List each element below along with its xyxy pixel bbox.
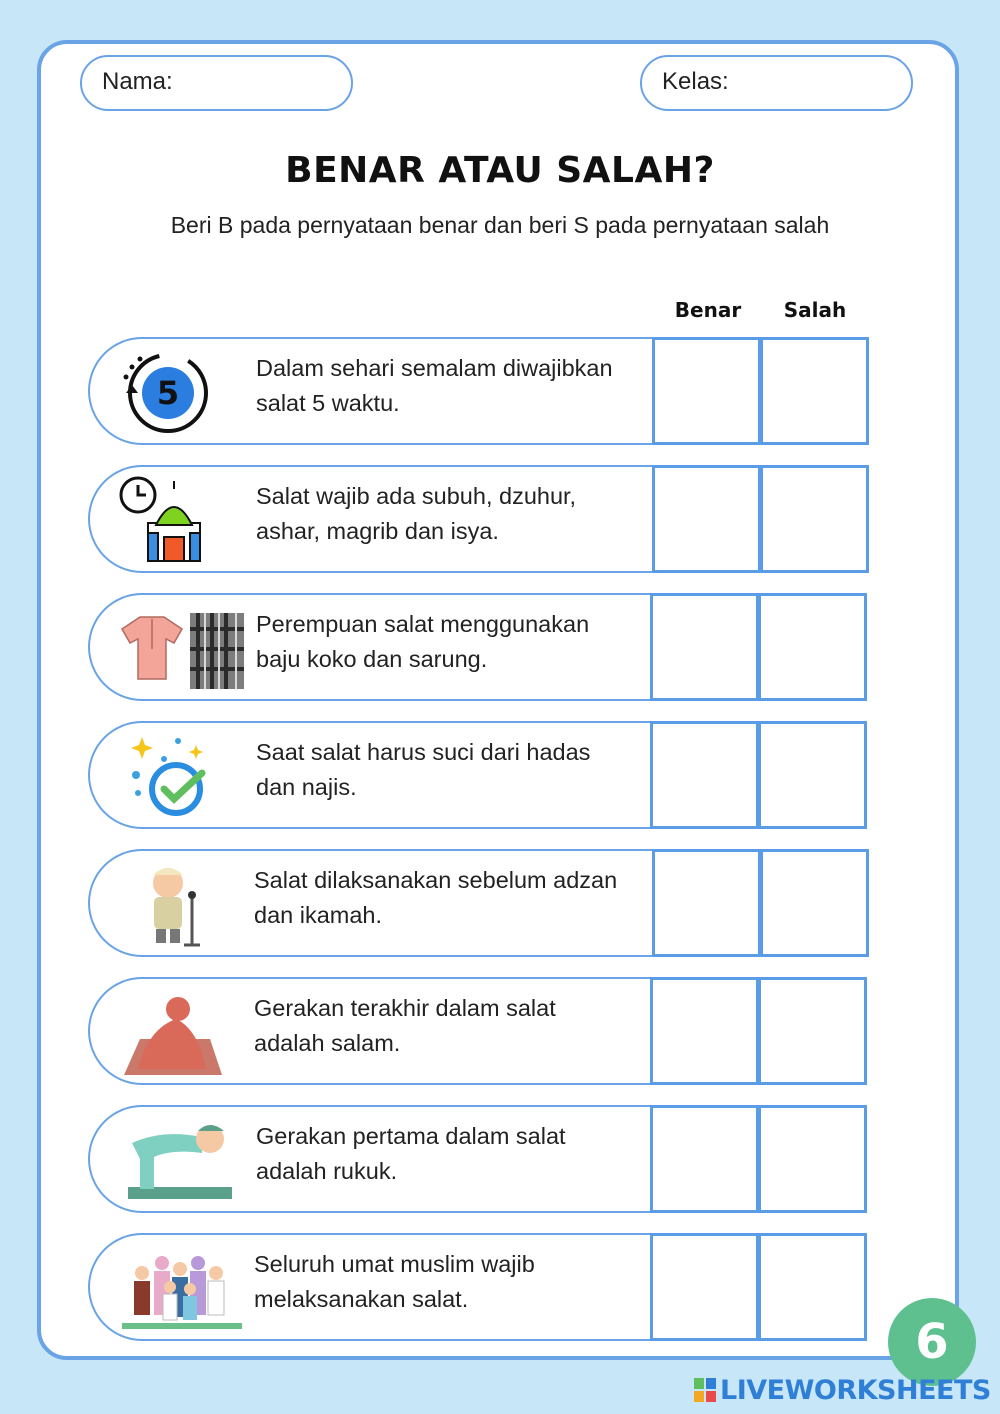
column-header-salah: Salah — [783, 298, 847, 322]
statement-line-2: adalah rukuk. — [256, 1158, 398, 1184]
adzan-boy-icon — [118, 859, 248, 947]
statement-row — [88, 1233, 652, 1341]
statement-line-2: ashar, magrib dan isya. — [256, 518, 499, 544]
statement-line-2: baju koko dan sarung. — [256, 646, 488, 672]
answer-box-benar-1[interactable] — [652, 337, 761, 445]
clean-check-icon — [118, 731, 248, 819]
instruction-text: Beri B pada pernyataan benar dan beri S pada pernyataan salah — [170, 212, 830, 238]
statement-line-2: dan ikamah. — [254, 902, 383, 928]
statement-line-1: Salat wajib ada subuh, dzuhur, — [256, 483, 577, 509]
answer-box-salah-5[interactable] — [760, 849, 869, 957]
statement-line-1: Saat salat harus suci dari hadas — [256, 739, 591, 765]
answer-box-salah-1[interactable] — [760, 337, 869, 445]
statement-text — [256, 735, 646, 805]
answer-box-salah-2[interactable] — [760, 465, 869, 573]
svg-text:5: 5 — [156, 374, 180, 412]
liveworksheets-logo-icon — [694, 1378, 716, 1402]
answer-box-benar-6[interactable] — [650, 977, 759, 1085]
statement-text — [254, 991, 644, 1061]
answer-box-benar-2[interactable] — [652, 465, 761, 573]
statement-line-1: Seluruh umat muslim wajib — [254, 1251, 535, 1277]
statement-line-2: melaksanakan salat. — [254, 1286, 469, 1312]
name-label: Nama: — [102, 68, 173, 95]
praying-woman-icon — [118, 987, 248, 1075]
answer-box-benar-8[interactable] — [650, 1233, 759, 1341]
statement-line-2: adalah salam. — [254, 1030, 401, 1056]
statement-row — [88, 337, 652, 445]
statement-line-1: Dalam sehari semalam diwajibkan — [256, 355, 613, 381]
answer-box-salah-3[interactable] — [758, 593, 867, 701]
statement-row — [88, 1105, 652, 1213]
name-field[interactable] — [80, 55, 353, 111]
statement-row — [88, 849, 652, 957]
statement-text — [254, 1247, 644, 1317]
page-number-badge: 6 — [888, 1298, 976, 1386]
muslim-crowd-icon — [118, 1243, 248, 1331]
answer-box-salah-6[interactable] — [758, 977, 867, 1085]
answer-box-salah-8[interactable] — [758, 1233, 867, 1341]
mosque-clock-icon — [118, 475, 248, 563]
statement-text — [254, 863, 644, 933]
brand-name: LIVEWORKSHEETS — [720, 1374, 991, 1406]
statement-line-1: Gerakan terakhir dalam salat — [254, 995, 556, 1021]
answer-box-benar-4[interactable] — [650, 721, 759, 829]
statement-row — [88, 465, 652, 573]
statement-text — [256, 1119, 646, 1189]
statement-row — [88, 977, 652, 1085]
class-field[interactable] — [640, 55, 913, 111]
answer-box-benar-5[interactable] — [652, 849, 761, 957]
statement-row — [88, 593, 652, 701]
liveworksheets-logo[interactable] — [694, 1373, 991, 1407]
statement-line-1: Salat dilaksanakan sebelum adzan — [254, 867, 618, 893]
statement-text — [256, 479, 646, 549]
koko-shirt-sarong-icon — [118, 603, 248, 691]
statement-line-1: Perempuan salat menggunakan — [256, 611, 590, 637]
answer-box-benar-3[interactable] — [650, 593, 759, 701]
page-title: BENAR ATAU SALAH? — [285, 150, 715, 191]
statement-line-1: Gerakan pertama dalam salat — [256, 1123, 566, 1149]
statement-line-2: salat 5 waktu. — [256, 390, 400, 416]
answer-box-benar-7[interactable] — [650, 1105, 759, 1213]
statement-text — [256, 607, 646, 677]
statement-line-2: dan najis. — [256, 774, 357, 800]
class-label: Kelas: — [662, 68, 729, 95]
statement-row — [88, 721, 652, 829]
column-header-benar: Benar — [674, 298, 742, 322]
answer-box-salah-7[interactable] — [758, 1105, 867, 1213]
bowing-man-icon — [118, 1115, 248, 1203]
answer-box-salah-4[interactable] — [758, 721, 867, 829]
five-times-icon — [118, 347, 248, 435]
statement-text — [256, 351, 646, 421]
